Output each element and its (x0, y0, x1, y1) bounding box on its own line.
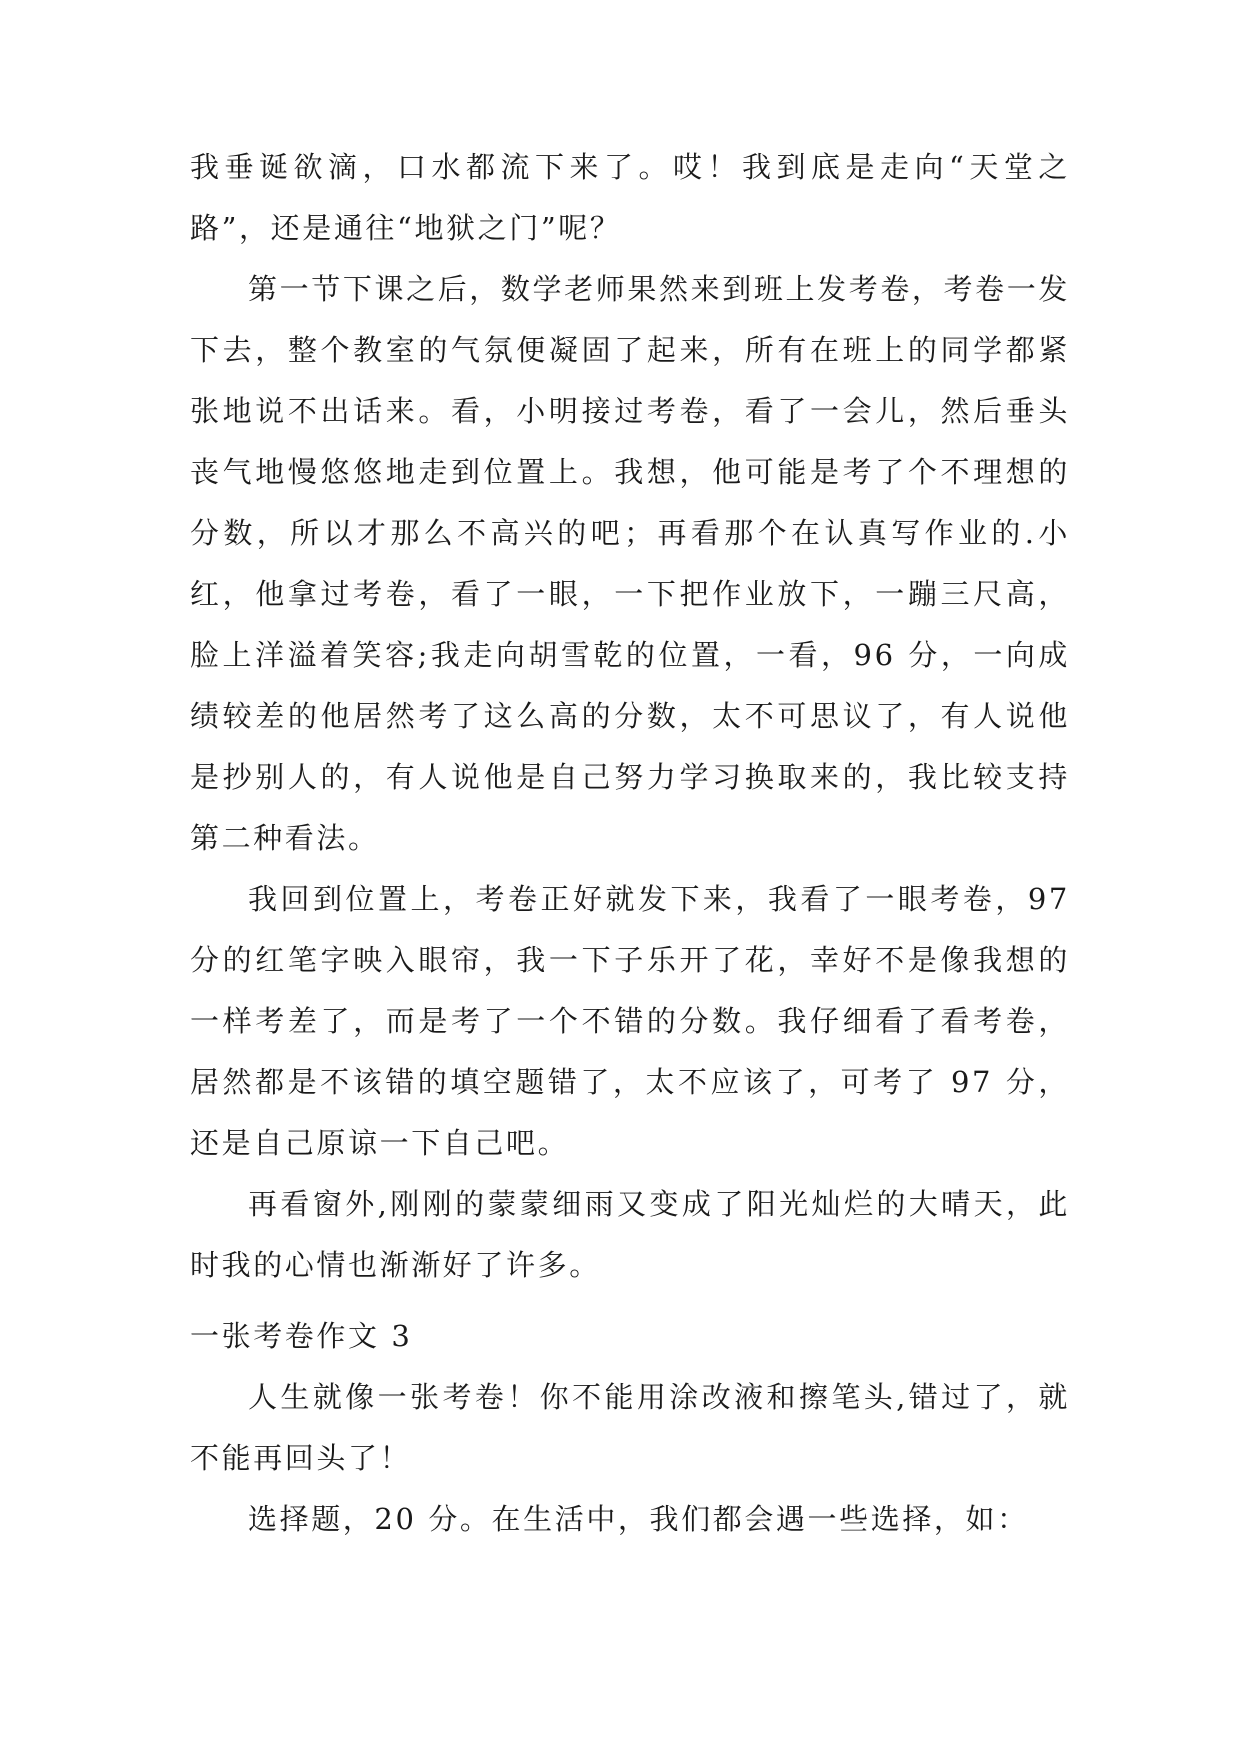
section-heading: 一张考卷作文 3 (190, 1319, 413, 1353)
paragraph-exam-handout: 第一节下课之后，数学老师果然来到班上发考卷，考卷一发下去，整个教室的气氛便凝固了起来，所有在班上的同学都紧张地说不出话来。看，小明接过考卷，看了一会儿，然后垂头丧气地慢悠悠地走到位置上。我想，他可能是考了个不理想的分数，所以才那么不高兴的吧；再看那个在认真写作业的.小红，他拿过考卷，看了一眼，一下把作业放下，一蹦三尺高，脸上洋溢着笑容;我走向胡雪乾的位置，一看，96 分，一向成绩较差的他居然考了这么高的分数，太不可思议了，有人说他是抄别人的，有人说他是自己努力学习换取来的，我比较支持第二种看法。 (190, 272, 1070, 855)
essay-body-part1 (190, 137, 1070, 1296)
paragraph-my-score: 我回到位置上，考卷正好就发下来，我看了一眼考卷，97 分的红笔字映入眼帘，我一下子乐开了花，幸好不是像我想的一样考差了，而是考了一个不错的分数。我仔细看了看考卷，居然都是不该错的填空题错了，太不应该了，可考了 97 分，还是自己原谅一下自己吧。 (190, 882, 1070, 1160)
paragraph-continuation: 我垂诞欲滴，口水都流下来了。哎！我到底是走向“天堂之路”，还是通往“地狱之门”呢？ (190, 150, 1070, 245)
paragraph-window-weather: 再看窗外,刚刚的蒙蒙细雨又变成了阳光灿烂的大晴天，此时我的心情也渐渐好了许多。 (190, 1187, 1070, 1282)
paragraph-life-exam: 人生就像一张考卷！你不能用涂改液和擦笔头,错过了，就不能再回头了！ (190, 1380, 1070, 1475)
essay-body-part2 (190, 1367, 1070, 1550)
paragraph-multiple-choice: 选择题，20 分。在生活中，我们都会遇一些选择，如： (248, 1502, 1029, 1536)
